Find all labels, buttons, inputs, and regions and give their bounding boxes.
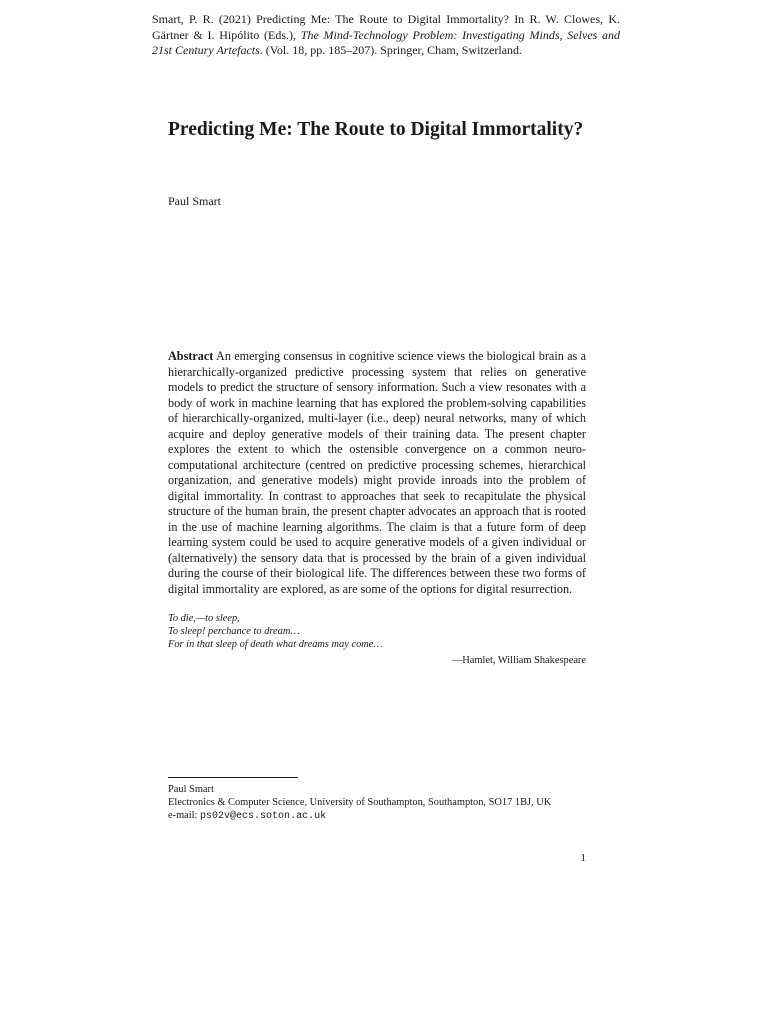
epigraph-attribution: —Hamlet, William Shakespeare <box>451 655 586 666</box>
epigraph-line: For in that sleep of death what dreams may come… <box>168 639 383 650</box>
author-footnote <box>168 783 551 823</box>
citation-header <box>152 12 620 59</box>
abstract <box>168 349 586 597</box>
citation-book-title: The Mind-Technology Problem: Investigating Minds, Selves and 21st Century Artefacts <box>152 27 621 57</box>
citation-suffix: . (Vol. 18, pp. 185–207). Springer, Cham, Switzerland. <box>259 43 523 57</box>
epigraph-line: To sleep! perchance to dream… <box>168 626 300 637</box>
epigraph-line: To die,—to sleep, <box>168 613 240 624</box>
author-name: Paul Smart <box>168 194 221 208</box>
abstract-text: An emerging consensus in cognitive science views the biological brain as a hierarchically-organized predictive processing system that relies on generative models to predict the structure of sensory information. Such a view resonates with a body of work in machine learning that has explored the problem-solving capabilities of hierarchically-organized, multi-layer (i.e., deep) neural networks, many of which acquire and deploy generative models of their training data. The present chapter explores the extent to which the ostensible convergence on a common neurocomputational architecture (centred on predictive processing schemes, hierarchical organization, and generative models) might provide inroads into the problem of digital immortality. In contrast to approaches that seek to recapitulate the physical structure of the human brain, the present chapter advocates an approach that is rooted in the use of machine learning algorithms. The claim is that a future form of deep learning system could be used to acquire generative models of a given individual or (alternatively) the sensory data that is processed by the brain of a given individual during the course of their biological life. The differences between these two forms of digital immortality are explored, as are some of the options for digital resurrection. <box>168 349 587 596</box>
abstract-label: Abstract <box>168 349 214 363</box>
email-address[interactable]: ps02v@ecs.soton.ac.uk <box>200 811 327 822</box>
footnote-email-line <box>168 809 551 823</box>
citation-prefix: Smart, P. R. (2021) Predicting Me: The Route to Digital Immortality? In R. W. Clowes, K. Gärtner & I. Hipólito (Eds.), <box>152 12 620 42</box>
footnote-name: Paul Smart <box>168 784 214 795</box>
footnote-affiliation: Electronics & Computer Science, University of Southampton, Southampton, SO17 1BJ, UK <box>168 797 552 808</box>
footnote-divider <box>168 777 298 778</box>
email-label: e-mail: <box>168 810 198 821</box>
paper-title: Predicting Me: The Route to Digital Immortality? <box>168 119 584 140</box>
epigraph <box>168 612 383 651</box>
page-number: 1 <box>580 852 586 864</box>
